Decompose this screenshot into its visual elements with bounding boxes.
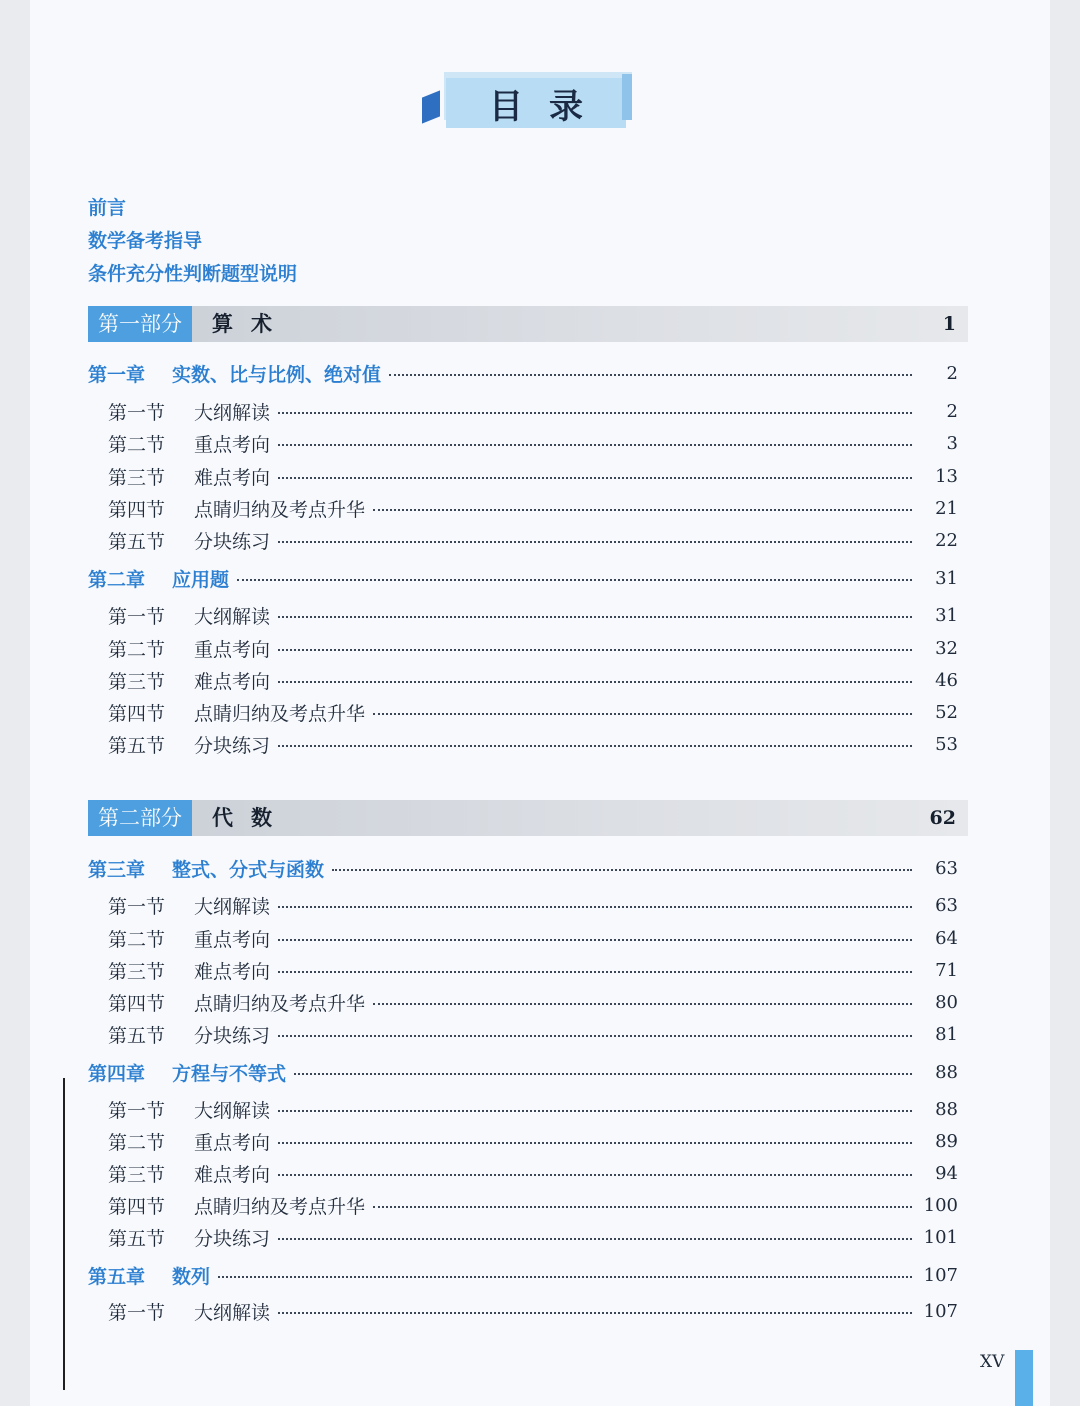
section-number: 第一节 [108,605,166,628]
page-number: 21 [935,497,958,519]
dot-leader [389,374,912,376]
page-number: 88 [935,1061,958,1083]
section-number: 第三节 [108,960,166,983]
section-title: 点睛归纳及考点升华 [194,1195,366,1218]
section-title: 大纲解读 [194,401,271,424]
dot-leader [332,869,912,871]
chapter-number: 第三章 [88,858,146,881]
dot-leader [278,1035,912,1037]
page-number: 107 [923,1300,958,1322]
dot-leader [237,579,912,581]
title-box [446,78,626,128]
page-number: 2 [946,400,958,422]
toc-section-row[interactable] [108,525,958,555]
toc-section-row[interactable] [108,461,958,491]
dot-leader [278,1238,912,1240]
chapter-number: 第一章 [88,363,146,386]
dot-leader [278,1110,912,1112]
part-label: 第一部分 [88,306,192,342]
page-number: 101 [923,1226,958,1248]
section-number: 第二节 [108,928,166,951]
section-title: 大纲解读 [194,605,271,628]
section-number: 第二节 [108,638,166,661]
page-number: 63 [935,894,958,916]
section-title: 大纲解读 [194,1301,271,1324]
section-title: 难点考向 [194,466,271,489]
page-number: 64 [935,927,958,949]
page-number: 63 [935,857,958,879]
binding-rule [63,1078,65,1390]
section-number: 第一节 [108,401,166,424]
chapter-title: 数列 [172,1265,211,1288]
toc-section-row[interactable] [108,1126,958,1156]
page-number: 46 [935,669,958,691]
section-title: 点睛归纳及考点升华 [194,498,366,521]
toc-section-row[interactable] [108,665,958,695]
toc-section-row[interactable] [108,1190,958,1220]
dot-leader [373,1206,912,1208]
part-header-1[interactable] [88,306,968,342]
chapter-title: 实数、比与比例、绝对值 [172,363,382,386]
section-title: 大纲解读 [194,1099,271,1122]
page-number: 100 [923,1194,958,1216]
chapter-number: 第四章 [88,1062,146,1085]
book-page [30,0,1050,1406]
section-number: 第四节 [108,702,166,725]
dot-leader [278,616,912,618]
section-title: 难点考向 [194,1163,271,1186]
part-header-2[interactable] [88,800,968,836]
page-number: 31 [935,604,958,626]
page-number: 94 [935,1162,958,1184]
page-number: 53 [935,733,958,755]
page-number: 3 [946,432,958,454]
page-number: 52 [935,701,958,723]
chapter-title: 应用题 [172,568,230,591]
dot-leader [278,444,912,446]
toc-section-row[interactable] [108,1019,958,1049]
dot-leader [278,1312,912,1314]
section-number: 第三节 [108,466,166,489]
section-number: 第一节 [108,895,166,918]
section-number: 第五节 [108,1024,166,1047]
toc-chapter-row[interactable] [88,1057,958,1087]
section-title: 重点考向 [194,433,271,456]
title-tab-decoration [422,90,440,123]
front-matter-question-type[interactable]: 条件充分性判断题型说明 [88,263,298,285]
dot-leader [278,649,912,651]
section-number: 第四节 [108,992,166,1015]
chapter-number: 第二章 [88,568,146,591]
page-number: 32 [935,637,958,659]
page-number: 107 [923,1264,958,1286]
chapter-number: 第五章 [88,1265,146,1288]
dot-leader [278,939,912,941]
chapter-title: 方程与不等式 [172,1062,287,1085]
toc-section-row[interactable] [108,729,958,759]
dot-leader [278,541,912,543]
part-name: 代数 [212,806,290,830]
toc-section-row[interactable] [108,1296,958,1326]
front-matter-guide[interactable]: 数学备考指导 [88,230,203,252]
section-number: 第一节 [108,1301,166,1324]
dot-leader [294,1073,912,1075]
page-number: 2 [946,362,958,384]
dot-leader [278,906,912,908]
page-title: 目录 [489,86,609,127]
page-number: 88 [935,1098,958,1120]
section-title: 重点考向 [194,1131,271,1154]
dot-leader [278,412,912,414]
part-page-number: 62 [929,807,956,829]
toc-section-row[interactable] [108,633,958,663]
dot-leader [278,745,912,747]
toc-section-row[interactable] [108,923,958,953]
chapter-title: 整式、分式与函数 [172,858,325,881]
toc-chapter-row[interactable] [88,1260,958,1290]
folio-tab-decoration [1015,1350,1033,1406]
dot-leader [278,1174,912,1176]
section-title: 分块练习 [194,530,271,553]
page-number: 13 [935,465,958,487]
part-page-number: 1 [942,313,956,335]
page-number: 31 [935,567,958,589]
section-title: 分块练习 [194,1024,271,1047]
section-number: 第三节 [108,670,166,693]
section-number: 第一节 [108,1099,166,1122]
dot-leader [218,1276,912,1278]
section-title: 重点考向 [194,928,271,951]
dot-leader [373,509,912,511]
section-number: 第五节 [108,1227,166,1250]
title-edge-decoration [622,74,632,120]
toc-section-row[interactable] [108,987,958,1017]
section-number: 第五节 [108,734,166,757]
page-number: 80 [935,991,958,1013]
dot-leader [373,1003,912,1005]
toc-section-row[interactable] [108,396,958,426]
page-number: 81 [935,1023,958,1045]
toc-chapter-row[interactable] [88,853,958,883]
part-name: 算术 [212,312,290,336]
section-number: 第二节 [108,1131,166,1154]
section-number: 第四节 [108,1195,166,1218]
dot-leader [278,1142,912,1144]
section-title: 分块练习 [194,734,271,757]
section-title: 点睛归纳及考点升华 [194,992,366,1015]
section-number: 第二节 [108,433,166,456]
section-number: 第四节 [108,498,166,521]
toc-section-row[interactable] [108,1158,958,1188]
dot-leader [278,477,912,479]
front-matter-preface[interactable]: 前言 [88,197,127,219]
section-number: 第三节 [108,1163,166,1186]
section-title: 大纲解读 [194,895,271,918]
page-folio: XV [980,1352,1005,1372]
toc-section-row[interactable] [108,428,958,458]
toc-section-row[interactable] [108,955,958,985]
dot-leader [278,971,912,973]
section-title: 难点考向 [194,960,271,983]
part-label: 第二部分 [88,800,192,836]
toc-section-row[interactable] [108,600,958,630]
toc-chapter-row[interactable] [88,358,958,388]
section-title: 分块练习 [194,1227,271,1250]
section-number: 第五节 [108,530,166,553]
section-title: 重点考向 [194,638,271,661]
page-number: 89 [935,1130,958,1152]
dot-leader [373,713,912,715]
toc-section-row[interactable] [108,890,958,920]
page-number: 22 [935,529,958,551]
toc-section-row[interactable] [108,1222,958,1252]
front-matter-list [88,194,297,293]
section-title: 点睛归纳及考点升华 [194,702,366,725]
toc-section-row[interactable] [108,1094,958,1124]
toc-section-row[interactable] [108,493,958,523]
page-number: 71 [935,959,958,981]
section-title: 难点考向 [194,670,271,693]
toc-title-banner [422,72,634,130]
toc-chapter-row[interactable] [88,563,958,593]
toc-section-row[interactable] [108,697,958,727]
dot-leader [278,681,912,683]
